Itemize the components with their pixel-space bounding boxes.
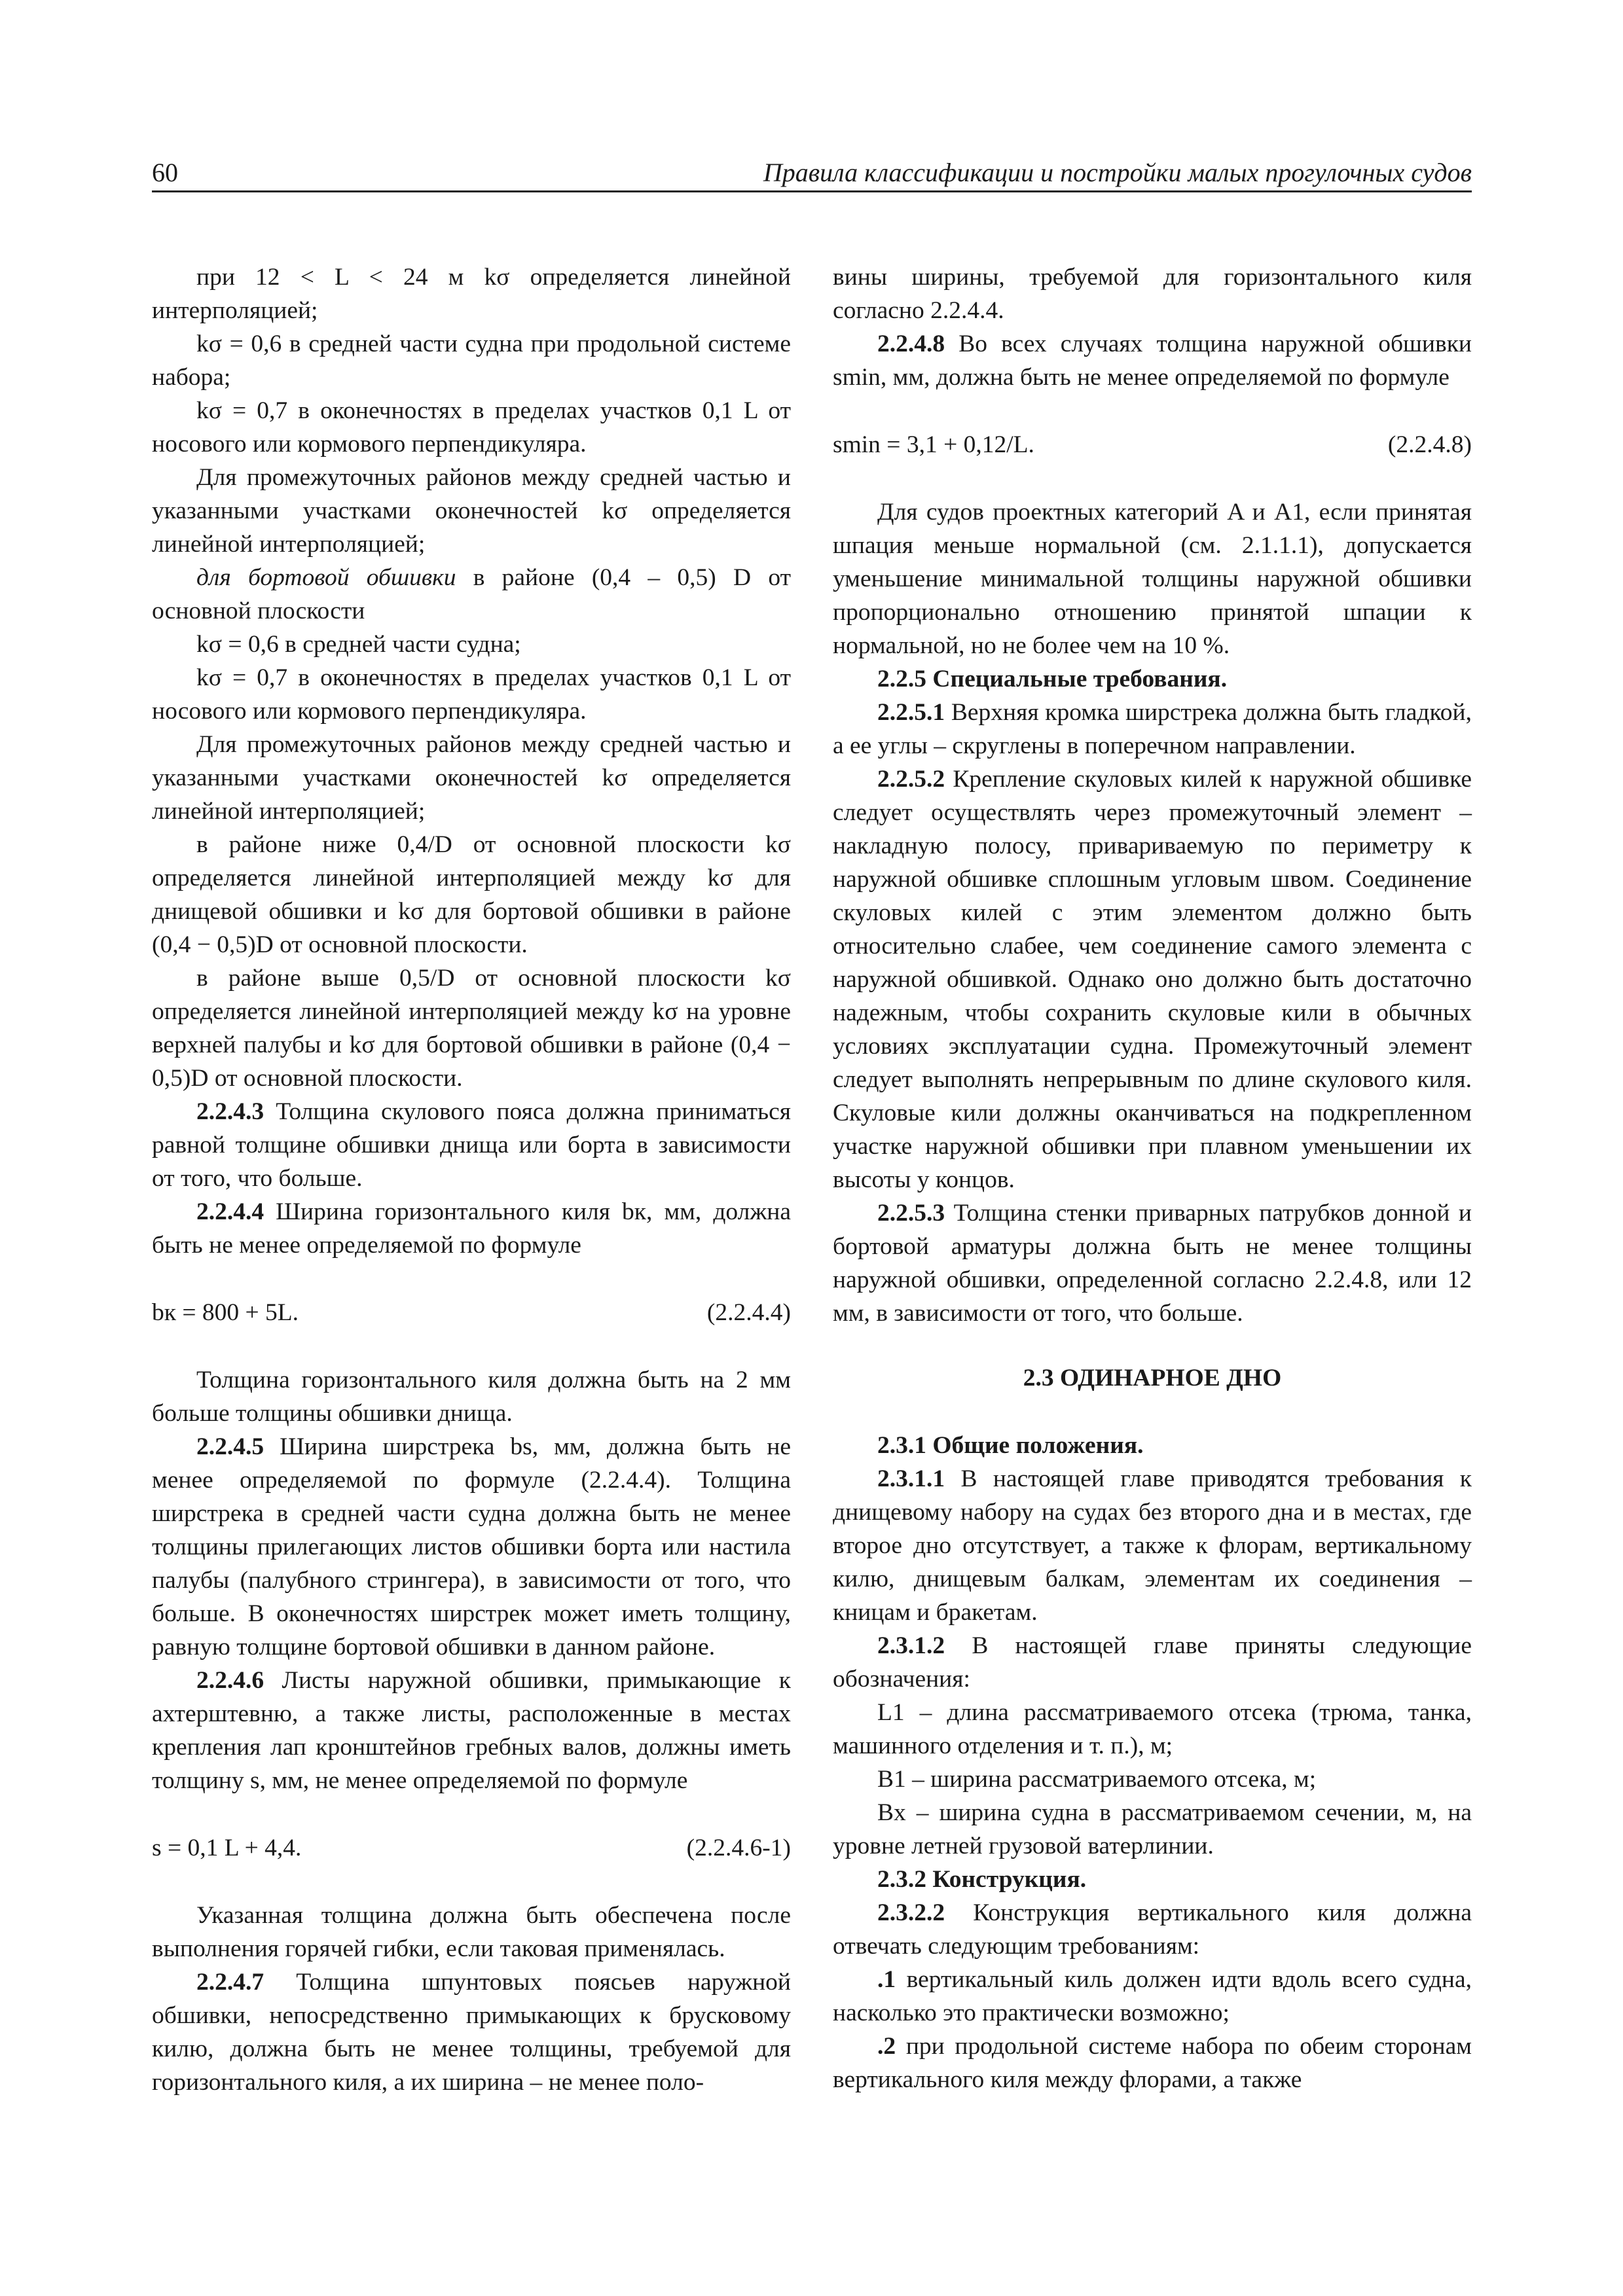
subsection-title: 2.3.1 Общие положения. <box>877 1432 1144 1459</box>
formula-text: bк = 800 + 5L. <box>152 1299 299 1326</box>
clause-number: 2.2.5.1 <box>877 699 945 726</box>
paragraph: kσ = 0,7 в оконечностях в пределах участков 0,1 L от носового или кормового перпендикуляра. <box>152 397 791 457</box>
clause-text: Ширина горизонтального киля bк, мм, должна быть не менее определяемой по формуле <box>152 1198 791 1259</box>
clause-2-2-5-3 <box>833 1196 1472 1330</box>
clause-text: Листы наружной обшивки, примыкающие к ахтерштевню, а также листы, расположенные в местах крепления лап кронштейнов гребных валов, должны иметь толщину s, мм, не менее определяемой по формуле <box>152 1667 791 1794</box>
right-column <box>833 260 1472 2096</box>
header-rule <box>152 190 1472 192</box>
subsection-heading <box>833 1429 1472 1462</box>
subsection-title: 2.3.2 Конструкция. <box>877 1866 1087 1893</box>
definition-item: B1 – ширина рассматриваемого отсека, м; <box>877 1766 1317 1793</box>
left-column <box>152 260 791 2099</box>
paragraph: Для промежуточных районов между средней частью и указанными участками оконечностей kσ определяется линейной интерполяцией; <box>152 731 791 825</box>
formula-number: (2.2.4.4) <box>706 1299 791 1326</box>
paragraph: kσ = 0,7 в оконечностях в пределах участков 0,1 L от носового или кормового перпендикуляра. <box>152 664 791 725</box>
list-text: при продольной системе набора по обеим сторонам вертикального киля между флорами, а также <box>833 2033 1472 2093</box>
clause-text: Конструкция вертикального киля должна отвечать следующим требованиям: <box>833 1899 1472 1960</box>
subsection-heading <box>833 662 1472 696</box>
formula-2-2-4-6-1 <box>152 1831 791 1865</box>
clause-text: Во всех случаях толщина наружной обшивки smin, мм, должна быть не менее определяемой по формуле <box>833 331 1472 391</box>
clause-number: 2.3.1.2 <box>877 1632 945 1659</box>
page-number: 60 <box>152 158 178 187</box>
paragraph: вины ширины, требуемой для горизонтального киля согласно 2.2.4.4. <box>833 264 1472 324</box>
clause-number: 2.3.2.2 <box>877 1899 945 1926</box>
clause-2-3-1-2 <box>833 1629 1472 1696</box>
subsection-heading <box>833 1863 1472 1896</box>
clause-2-2-4-5 <box>152 1430 791 1664</box>
clause-text: Толщина стенки приварных патрубков донной и бортовой арматуры должна быть не менее толщины наружной обшивки, определенной согласно 2.2.4.8, или 12 мм, в зависимости от того, что больше. <box>833 1200 1472 1327</box>
clause-number: 2.2.4.6 <box>196 1667 264 1694</box>
clause-number: 2.3.1.1 <box>877 1465 945 1492</box>
paragraph: Толщина горизонтального киля должна быть на 2 мм больше толщины обшивки днища. <box>152 1367 791 1427</box>
list-text: вертикальный киль должен идти вдоль всего судна, насколько это практически возможно; <box>833 1966 1472 2026</box>
clause-2-2-5-2 <box>833 762 1472 1196</box>
clause-2-2-4-3 <box>152 1095 791 1195</box>
clause-number: 2.2.4.7 <box>196 1969 264 1996</box>
paragraph: при 12 < L < 24 м kσ определяется линейной интерполяцией; <box>152 264 791 324</box>
clause-2-2-4-6 <box>152 1664 791 1797</box>
paragraph: Для судов проектных категорий A и A1, если принятая шпация меньше нормальной (см. 2.1.1.1), допускается уменьшение минимальной толщины наружной обшивки пропорционально отношению принятой шпации к нормальной, но не более чем на 10 %. <box>833 499 1472 659</box>
clause-number: 2.2.4.3 <box>196 1098 264 1125</box>
clause-2-2-4-7 <box>152 1965 791 2099</box>
definition-item: L1 – длина рассматриваемого отсека (трюма, танка, машинного отделения и т. п.), м; <box>833 1699 1472 1759</box>
clause-2-3-1-1 <box>833 1462 1472 1629</box>
running-title: Правила классификации и постройки малых прогулочных судов <box>763 158 1472 187</box>
clause-number: 2.2.4.8 <box>877 331 945 357</box>
clause-2-3-2-2 <box>833 1896 1472 1963</box>
formula-number: (2.2.4.6-1) <box>686 1835 791 1861</box>
formula-text: smin = 3,1 + 0,12/L. <box>833 431 1034 458</box>
clause-text: Толщина шпунтовых поясьев наружной обшивки, непосредственно примыкающих к брусковому килю, должна быть не менее толщины, требуемой для горизонтального киля, а их ширина – не менее поло- <box>152 1969 791 2096</box>
clause-text: Ширина ширстрека bs, мм, должна быть не менее определяемой по формуле (2.2.4.4). Толщина ширстрека в средней части судна должна быть не менее толщины прилегающих листов обшивки борта или настила палубы (палубного стрингера), в зависимости от того, что больше. В оконечностях ширстрек может иметь толщину, равную толщине бортовой обшивки в данном районе. <box>152 1433 791 1660</box>
subsection-title: 2.2.5 Специальные требования. <box>877 666 1228 692</box>
clause-text: В настоящей главе приводятся требования к днищевому набору на судах без второго дна и в местах, где второе дно отсутствует, а также к флорам, вертикальному килю, днищевым балкам, элементам их соединения – кницам и бракетам. <box>833 1465 1472 1626</box>
paragraph: kσ = 0,6 в средней части судна при продольной системе набора; <box>152 331 791 391</box>
clause-text: Толщина скулового пояса должна приниматься равной толщине обшивки днища или борта в зависимости от того, что больше. <box>152 1098 791 1192</box>
list-number: .2 <box>877 2033 896 2060</box>
paragraph: Для промежуточных районов между средней частью и указанными участками оконечностей kσ определяется линейной интерполяцией; <box>152 464 791 558</box>
clause-2-2-4-4 <box>152 1195 791 1262</box>
list-number: .1 <box>877 1966 896 1993</box>
paragraph: Указанная толщина должна быть обеспечена после выполнения горячей гибки, если таковая применялась. <box>152 1902 791 1962</box>
clause-2-2-4-8 <box>833 327 1472 394</box>
clause-number: 2.2.4.4 <box>196 1198 264 1225</box>
clause-number: 2.2.4.5 <box>196 1433 264 1460</box>
formula-2-2-4-8 <box>833 428 1472 461</box>
clause-text: В настоящей главе приняты следующие обозначения: <box>833 1632 1472 1693</box>
clause-number: 2.2.5.2 <box>877 766 945 793</box>
list-item <box>833 1963 1472 2030</box>
definition-item: Bx – ширина судна в рассматриваемом сечении, м, на уровне летней грузовой ватерлинии. <box>833 1799 1472 1859</box>
page-header <box>152 154 1472 192</box>
clause-text: Крепление скуловых килей к наружной обшивке следует осуществлять через промежуточный элемент – накладную полосу, привариваемую по периметру к наружной обшивке сплошным угловым швом. Соединение скуловых килей с этим элементом должно быть относительно слабее, чем соединение самого элемента с наружной обшивкой. Однако оно должно быть достаточно надежным, чтобы сохранить скуловые кили в обычных условиях эксплуатации судна. Промежуточный элемент следует выполнять непрерывным по длине скулового киля. Скуловые кили должны оканчиваться на подкрепленном участке наружной обшивки при плавном уменьшении их высоты у концов. <box>833 766 1472 1193</box>
paragraph: в районе ниже 0,4/D от основной плоскости kσ определяется линейной интерполяцией между kσ для днищевой обшивки и kσ для бортовой обшивки в районе (0,4 − 0,5)D от основной плоскости. <box>152 831 791 958</box>
clause-2-2-5-1 <box>833 696 1472 762</box>
paragraph: kσ = 0,6 в средней части судна; <box>196 631 521 658</box>
formula-text: s = 0,1 L + 4,4. <box>152 1835 302 1861</box>
clause-number: 2.2.5.3 <box>877 1200 945 1227</box>
section-heading: 2.3 ОДИНАРНОЕ ДНО <box>1023 1365 1282 1391</box>
paragraph: в районе выше 0,5/D от основной плоскости kσ определяется линейной интерполяцией между kσ на уровне верхней палубы и kσ для бортовой обшивки в районе (0,4 − 0,5)D от основной плоскости. <box>152 965 791 1092</box>
clause-text: Верхняя кромка ширстрека должна быть гладкой, а ее углы – скруглены в поперечном направлении. <box>833 699 1472 759</box>
paragraph-italic: для бортовой обшивки в районе (0,4 – 0,5) D от основной плоскости <box>152 564 791 624</box>
list-item <box>833 2030 1472 2096</box>
formula-2-2-4-4 <box>152 1296 791 1329</box>
formula-number: (2.2.4.8) <box>1387 431 1472 458</box>
